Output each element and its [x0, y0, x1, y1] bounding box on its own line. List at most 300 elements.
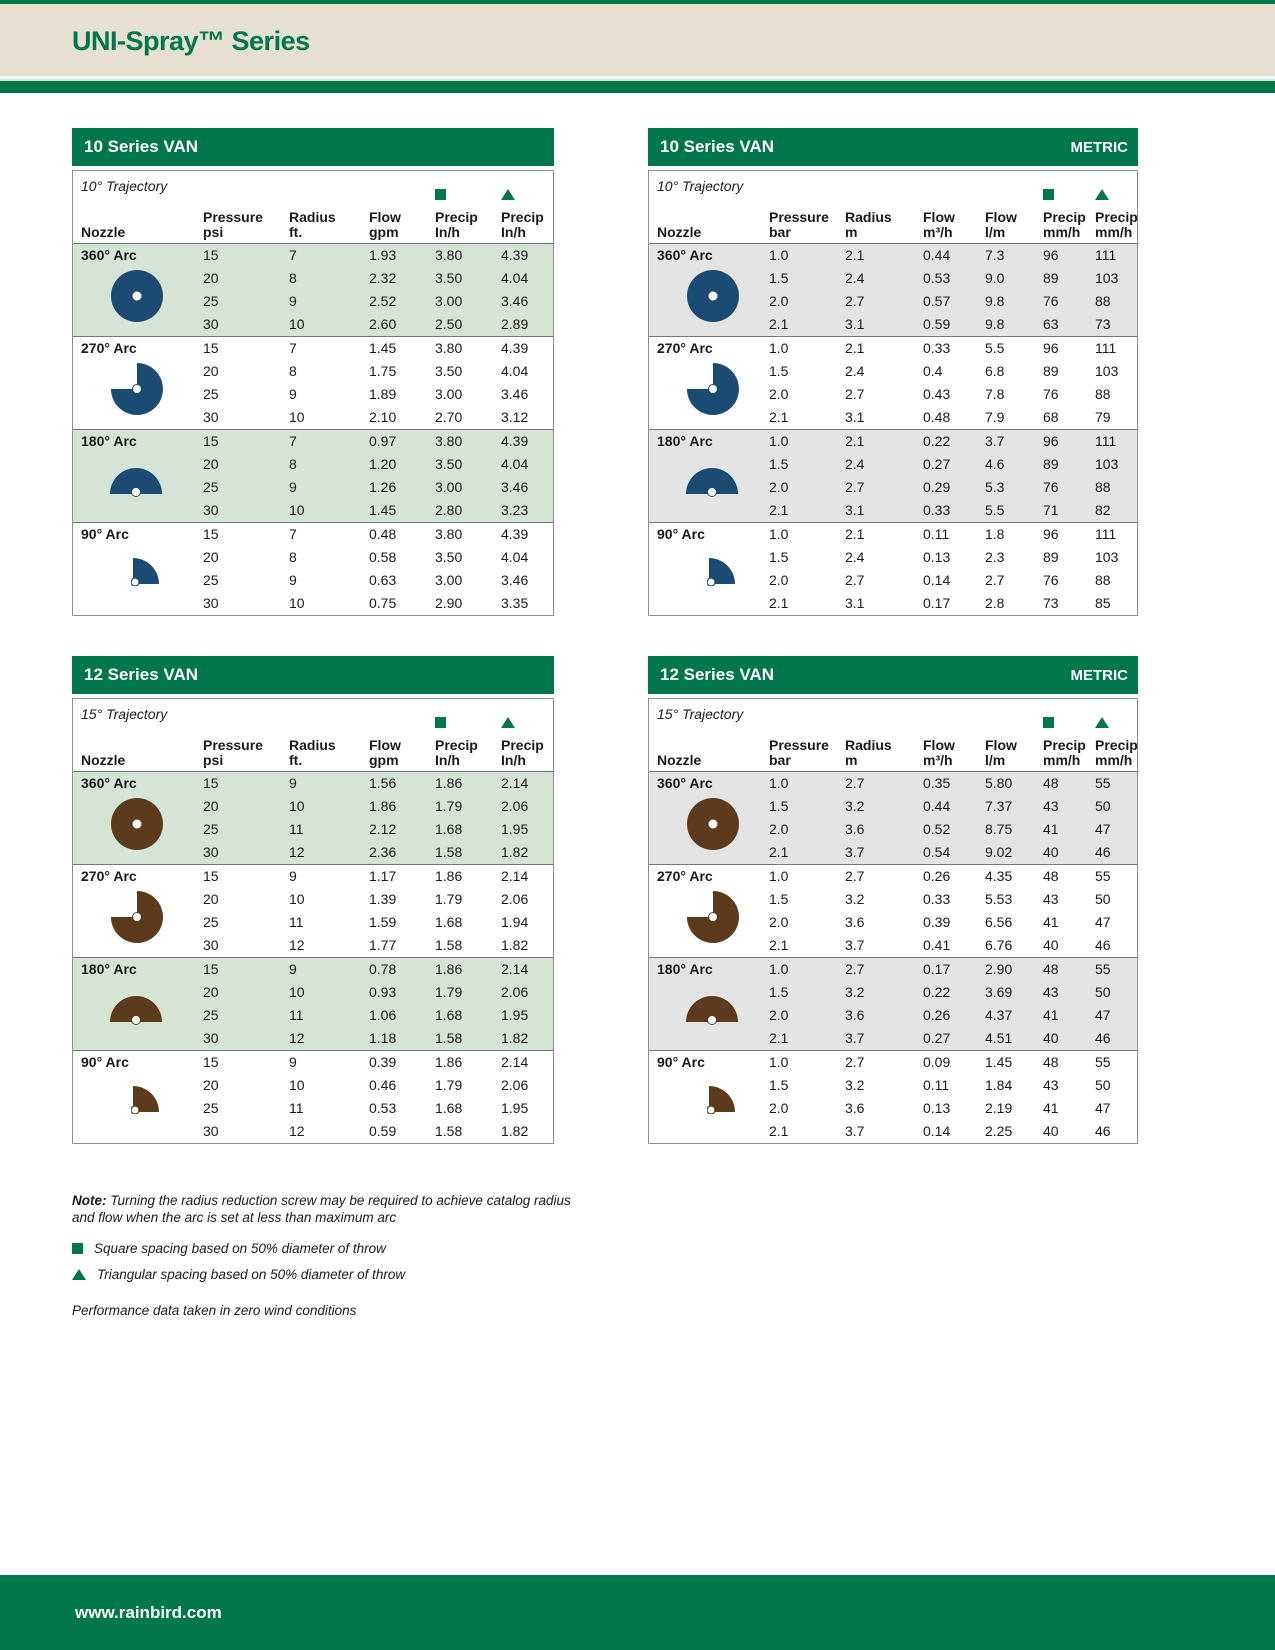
table-cell: 1.82: [501, 937, 529, 953]
triangle-spacing-icon: [1093, 171, 1137, 201]
table-cell: 2.0: [769, 572, 789, 588]
table-cell: 2.1: [845, 433, 865, 449]
table-cell: 3.7: [985, 433, 1005, 449]
table-cell: 73: [1095, 316, 1111, 332]
table-cell: 25: [203, 293, 219, 309]
masthead: [0, 4, 1275, 76]
radius-reduction-note: [72, 1192, 592, 1226]
arc-270-icon: [110, 890, 164, 949]
column-header-flow: [983, 729, 1041, 771]
table-cell: 2.14: [501, 868, 529, 884]
table-cell: 55: [1095, 868, 1111, 884]
table-cell: 2.0: [769, 479, 789, 495]
table-cell: 55: [1095, 775, 1111, 791]
table-cell: 0.13: [923, 1100, 951, 1116]
table-cell: 3.2: [845, 891, 865, 907]
table-12-series-van-us: [72, 656, 554, 1144]
table-body: [72, 170, 554, 616]
arc-label: 180° Arc: [81, 961, 137, 977]
column-header-radius: [843, 201, 921, 243]
table-cell: 1.5: [769, 270, 789, 286]
table-cell: 15: [203, 775, 219, 791]
table-row: [73, 1051, 553, 1074]
table-cell: 9: [289, 386, 297, 402]
column-header-pressure: [201, 201, 287, 243]
table-cell: 73: [1043, 595, 1059, 611]
table-row: [649, 1027, 1137, 1050]
table-cell: 1.79: [435, 984, 463, 1000]
table-cell: 1.79: [435, 798, 463, 814]
table-cell: 1.68: [435, 821, 463, 837]
table-cell: 46: [1095, 1123, 1111, 1139]
table-row: [649, 958, 1137, 981]
table-cell: 15: [203, 961, 219, 977]
square-spacing-icon: [1041, 699, 1093, 729]
table-cell: 0.27: [923, 1030, 951, 1046]
table-10-series-van-metric: [648, 128, 1138, 616]
performance-note: Performance data taken in zero wind conditions: [72, 1303, 357, 1318]
table-cell: 0.52: [923, 821, 951, 837]
table-cell: 10: [289, 1077, 305, 1093]
column-label: Radius: [289, 737, 336, 753]
arc-group-360: [73, 243, 553, 336]
table-cell: 1.58: [435, 1030, 463, 1046]
table-cell: 25: [203, 479, 219, 495]
table-cell: 3.6: [845, 1100, 865, 1116]
table-cell: 2.06: [501, 798, 529, 814]
table-cell: 1.94: [501, 914, 529, 930]
table-cell: 0.22: [923, 984, 951, 1000]
trajectory-row: [649, 171, 1137, 201]
table-cell: 9.8: [985, 293, 1005, 309]
arc-360-icon: [110, 797, 164, 856]
table-title-bar: [72, 656, 554, 694]
table-cell: 1.68: [435, 1007, 463, 1023]
table-cell: 1.0: [769, 247, 789, 263]
arc-label: 90° Arc: [81, 526, 129, 542]
table-cell: 3.2: [845, 984, 865, 1000]
table-cell: 1.86: [435, 775, 463, 791]
square-spacing-legend: [72, 1240, 592, 1257]
column-label: Radius: [845, 737, 892, 753]
table-cell: 46: [1095, 937, 1111, 953]
triangle-spacing-legend: [72, 1266, 592, 1283]
table-cell: 1.06: [369, 1007, 397, 1023]
table-title: 10 Series VAN: [660, 137, 775, 156]
table-cell: 1.82: [501, 1030, 529, 1046]
table-cell: 40: [1043, 937, 1059, 953]
trajectory-label: 10° Trajectory: [657, 178, 744, 194]
arc-group-90: [649, 1050, 1137, 1143]
table-cell: 9.8: [985, 316, 1005, 332]
arc-group-270: [649, 336, 1137, 429]
arc-360-icon: [110, 269, 164, 328]
table-cell: 1.0: [769, 868, 789, 884]
table-cell: 2.90: [435, 595, 463, 611]
column-label: Pressure: [769, 737, 829, 753]
table-cell: 1.0: [769, 775, 789, 791]
table-cell: 25: [203, 572, 219, 588]
table-cell: 2.90: [985, 961, 1013, 977]
table-cell: 2.7: [845, 961, 865, 977]
table-cell: 0.29: [923, 479, 951, 495]
table-cell: 8: [289, 456, 297, 472]
square-spacing-icon: [1041, 171, 1093, 201]
table-cell: 30: [203, 1123, 219, 1139]
column-unit: ft.: [289, 224, 303, 240]
triangle-spacing-icon: [499, 699, 553, 729]
arc-270-icon: [686, 890, 740, 949]
arc-label: 360° Arc: [81, 775, 137, 791]
table-cell: 103: [1095, 363, 1119, 379]
table-cell: 1.0: [769, 526, 789, 542]
table-cell: 0.11: [923, 526, 950, 542]
table-row: [73, 523, 553, 546]
table-cell: 7.8: [985, 386, 1005, 402]
table-cell: 2.32: [369, 270, 397, 286]
table-cell: 12: [289, 1123, 305, 1139]
table-cell: 3.1: [845, 502, 865, 518]
table-cell: 0.26: [923, 868, 951, 884]
table-cell: 7: [289, 433, 297, 449]
table-row: [649, 430, 1137, 453]
table-cell: 0.54: [923, 844, 951, 860]
table-cell: 2.7: [845, 572, 865, 588]
table-cell: 2.7: [845, 868, 865, 884]
table-cell: 48: [1043, 961, 1059, 977]
table-row: [649, 244, 1137, 267]
table-cell: 4.39: [501, 526, 529, 542]
table-cell: 4.04: [501, 456, 529, 472]
arc-label: 270° Arc: [81, 340, 137, 356]
column-label: Pressure: [769, 209, 829, 225]
table-cell: 2.36: [369, 844, 397, 860]
table-cell: 1.84: [985, 1077, 1013, 1093]
column-unit: gpm: [369, 224, 399, 240]
footer-website-link[interactable]: www.rainbird.com: [75, 1602, 222, 1622]
table-cell: 30: [203, 844, 219, 860]
table-cell: 68: [1043, 409, 1059, 425]
table-cell: 20: [203, 549, 219, 565]
arc-180-icon: [109, 466, 163, 502]
table-cell: 2.52: [369, 293, 397, 309]
column-header-nozzle: [649, 729, 767, 771]
arc-spacer: [73, 592, 201, 615]
table-body: [648, 698, 1138, 1144]
table-cell: 2.06: [501, 984, 529, 1000]
column-unit: mm/h: [1095, 752, 1133, 768]
table-cell: 79: [1095, 409, 1111, 425]
table-cell: 3.00: [435, 386, 463, 402]
table-cell: 50: [1095, 1077, 1111, 1093]
arc-group-360: [73, 771, 553, 864]
table-cell: 1.68: [435, 1100, 463, 1116]
column-header-pressure: [201, 729, 287, 771]
metric-label: METRIC: [1070, 138, 1128, 156]
table-cell: 9: [289, 775, 297, 791]
arc-group-360: [649, 771, 1137, 864]
arc-label: 360° Arc: [81, 247, 137, 263]
table-row: [649, 592, 1137, 615]
trajectory-label: 15° Trajectory: [657, 706, 744, 722]
table-cell: 0.11: [923, 1077, 950, 1093]
table-cell: 8: [289, 270, 297, 286]
table-cell: 50: [1095, 984, 1111, 1000]
column-label: Flow: [369, 209, 401, 225]
table-cell: 5.3: [985, 479, 1005, 495]
table-cell: 2.1: [769, 1030, 789, 1046]
table-cell: 2.0: [769, 293, 789, 309]
table-cell: 4.04: [501, 270, 529, 286]
table-cell: 40: [1043, 1030, 1059, 1046]
table-cell: 48: [1043, 775, 1059, 791]
column-unit: m³/h: [923, 224, 953, 240]
table-cell: 10: [289, 798, 305, 814]
arc-group-180: [649, 429, 1137, 522]
table-cell: 25: [203, 914, 219, 930]
table-cell: 43: [1043, 1077, 1059, 1093]
table-cell: 3.1: [845, 316, 865, 332]
arc-group-360: [649, 243, 1137, 336]
arc-spacer: [649, 1120, 767, 1143]
table-cell: 2.3: [985, 549, 1005, 565]
triangle-glyph: [1095, 717, 1109, 728]
table-cell: 1.5: [769, 798, 789, 814]
table-cell: 4.39: [501, 433, 529, 449]
table-cell: 0.09: [923, 1054, 951, 1070]
table-row: [73, 592, 553, 615]
table-cell: 103: [1095, 270, 1119, 286]
table-cell: 3.7: [845, 844, 865, 860]
table-cell: 1.56: [369, 775, 397, 791]
table-cell: 1.20: [369, 456, 397, 472]
table-cell: 2.1: [769, 316, 789, 332]
column-header-flow: [367, 729, 433, 771]
table-cell: 10: [289, 316, 305, 332]
table-cell: 8.75: [985, 821, 1013, 837]
table-cell: 3.6: [845, 914, 865, 930]
table-cell: 3.46: [501, 293, 529, 309]
table-cell: 3.46: [501, 479, 529, 495]
table-cell: 2.7: [985, 572, 1005, 588]
table-cell: 1.18: [369, 1030, 397, 1046]
table-cell: 1.5: [769, 1077, 789, 1093]
table-cell: 1.95: [501, 821, 529, 837]
table-title-bar: [648, 128, 1138, 166]
column-unit: l/m: [985, 752, 1006, 768]
table-cell: 3.2: [845, 1077, 865, 1093]
table-cell: 48: [1043, 868, 1059, 884]
table-cell: 9.0: [985, 270, 1005, 286]
square-spacing-icon: [72, 1243, 83, 1254]
table-cell: 2.7: [845, 293, 865, 309]
table-cell: 2.1: [845, 340, 865, 356]
table-cell: 2.14: [501, 775, 529, 791]
table-cell: 30: [203, 409, 219, 425]
column-header-precip: [433, 729, 499, 771]
table-cell: 20: [203, 270, 219, 286]
table-cell: 88: [1095, 293, 1111, 309]
table-cell: 20: [203, 456, 219, 472]
table-cell: 11: [289, 1007, 304, 1023]
column-header-nozzle: [649, 201, 767, 243]
table-row: [649, 337, 1137, 360]
table-cell: 2.60: [369, 316, 397, 332]
table-cell: 1.5: [769, 363, 789, 379]
table-cell: 2.10: [369, 409, 397, 425]
trajectory-row: [649, 699, 1137, 729]
table-cell: 3.50: [435, 549, 463, 565]
table-cell: 0.13: [923, 549, 951, 565]
masthead-divider-bar: [0, 79, 1275, 93]
column-label: Precip: [1095, 209, 1138, 225]
table-cell: 9: [289, 1054, 297, 1070]
trajectory-label: 10° Trajectory: [81, 178, 168, 194]
column-unit: In/h: [501, 224, 526, 240]
table-cell: 0.39: [923, 914, 951, 930]
table-cell: 0.17: [923, 961, 951, 977]
column-unit: m: [845, 752, 858, 768]
table-cell: 1.79: [435, 891, 463, 907]
table-cell: 2.06: [501, 1077, 529, 1093]
table-cell: 0.57: [923, 293, 951, 309]
table-cell: 25: [203, 821, 219, 837]
table-cell: 96: [1043, 433, 1059, 449]
table-cell: 12: [289, 937, 305, 953]
table-cell: 3.6: [845, 821, 865, 837]
table-cell: 7: [289, 247, 297, 263]
arc-270-icon: [110, 362, 164, 421]
table-cell: 2.25: [985, 1123, 1013, 1139]
table-cell: 111: [1095, 247, 1117, 263]
arc-label: 90° Arc: [81, 1054, 129, 1070]
triangle-spacing-icon: [72, 1269, 86, 1280]
table-cell: 2.1: [769, 409, 789, 425]
triangle-spacing-icon: [1093, 699, 1137, 729]
column-header-pressure: [767, 201, 843, 243]
table-cell: 47: [1095, 821, 1111, 837]
table-cell: 50: [1095, 891, 1111, 907]
column-unit: mm/h: [1043, 224, 1081, 240]
table-cell: 43: [1043, 798, 1059, 814]
table-cell: 11: [289, 821, 304, 837]
table-cell: 4.6: [985, 456, 1005, 472]
arc-spacer: [73, 499, 201, 522]
table-cell: 0.59: [923, 316, 951, 332]
column-unit: psi: [203, 752, 224, 768]
arc-label: 90° Arc: [657, 526, 705, 542]
table-cell: 0.14: [923, 572, 951, 588]
table-cell: 9: [289, 868, 297, 884]
column-header-row: [73, 201, 553, 243]
table-cell: 1.82: [501, 844, 529, 860]
table-cell: 1.26: [369, 479, 397, 495]
table-cell: 30: [203, 316, 219, 332]
table-cell: 3.2: [845, 798, 865, 814]
table-cell: 0.4: [923, 363, 943, 379]
table-cell: 6.76: [985, 937, 1013, 953]
table-cell: 2.14: [501, 1054, 529, 1070]
arc-label: 360° Arc: [657, 775, 713, 791]
table-cell: 15: [203, 433, 219, 449]
column-unit: In/h: [435, 224, 460, 240]
table-cell: 30: [203, 595, 219, 611]
table-cell: 1.17: [369, 868, 397, 884]
table-cell: 20: [203, 891, 219, 907]
table-cell: 3.80: [435, 340, 463, 356]
square-spacing-icon: [433, 171, 499, 201]
column-label: Precip: [1043, 209, 1086, 225]
arc-group-180: [73, 957, 553, 1050]
table-cell: 2.1: [845, 247, 865, 263]
table-cell: 1.79: [435, 1077, 463, 1093]
table-cell: 8: [289, 363, 297, 379]
arc-90-icon: [131, 1084, 161, 1119]
table-cell: 1.86: [435, 1054, 463, 1070]
table-cell: 15: [203, 868, 219, 884]
table-cell: 89: [1043, 363, 1059, 379]
table-cell: 0.97: [369, 433, 397, 449]
table-cell: 5.5: [985, 502, 1005, 518]
table-cell: 76: [1043, 386, 1059, 402]
table-cell: 0.44: [923, 247, 951, 263]
table-row: [73, 499, 553, 522]
table-cell: 1.58: [435, 937, 463, 953]
table-cell: 103: [1095, 456, 1119, 472]
table-cell: 1.68: [435, 914, 463, 930]
table-cell: 0.22: [923, 433, 951, 449]
table-cell: 2.19: [985, 1100, 1013, 1116]
table-cell: 46: [1095, 844, 1111, 860]
table-cell: 0.33: [923, 502, 951, 518]
arc-label: 360° Arc: [657, 247, 713, 263]
table-cell: 41: [1043, 914, 1059, 930]
table-cell: 111: [1095, 433, 1117, 449]
table-row: [73, 244, 553, 267]
table-cell: 4.39: [501, 247, 529, 263]
table-cell: 89: [1043, 270, 1059, 286]
table-cell: 0.93: [369, 984, 397, 1000]
column-header-flow: [921, 201, 983, 243]
table-cell: 1.58: [435, 844, 463, 860]
table-cell: 1.86: [435, 868, 463, 884]
table-cell: 3.00: [435, 293, 463, 309]
table-cell: 5.80: [985, 775, 1013, 791]
table-cell: 3.6: [845, 1007, 865, 1023]
table-cell: 1.93: [369, 247, 397, 263]
table-cell: 1.0: [769, 340, 789, 356]
table-cell: 2.80: [435, 502, 463, 518]
table-cell: 12: [289, 844, 305, 860]
table-cell: 50: [1095, 798, 1111, 814]
column-header-nozzle: [73, 729, 201, 771]
table-cell: 7.37: [985, 798, 1013, 814]
table-title-bar: [72, 128, 554, 166]
table-cell: 6.8: [985, 363, 1005, 379]
table-cell: 0.58: [369, 549, 397, 565]
table-cell: 7: [289, 340, 297, 356]
table-cell: 1.58: [435, 1123, 463, 1139]
column-header-row: [649, 729, 1137, 771]
table-cell: 43: [1043, 891, 1059, 907]
column-label: Flow: [985, 209, 1017, 225]
column-label: Flow: [369, 737, 401, 753]
table-cell: 2.12: [369, 821, 397, 837]
table-cell: 88: [1095, 572, 1111, 588]
arc-label: 270° Arc: [657, 340, 713, 356]
arc-label: 180° Arc: [657, 961, 713, 977]
column-header-precip: [1041, 729, 1093, 771]
